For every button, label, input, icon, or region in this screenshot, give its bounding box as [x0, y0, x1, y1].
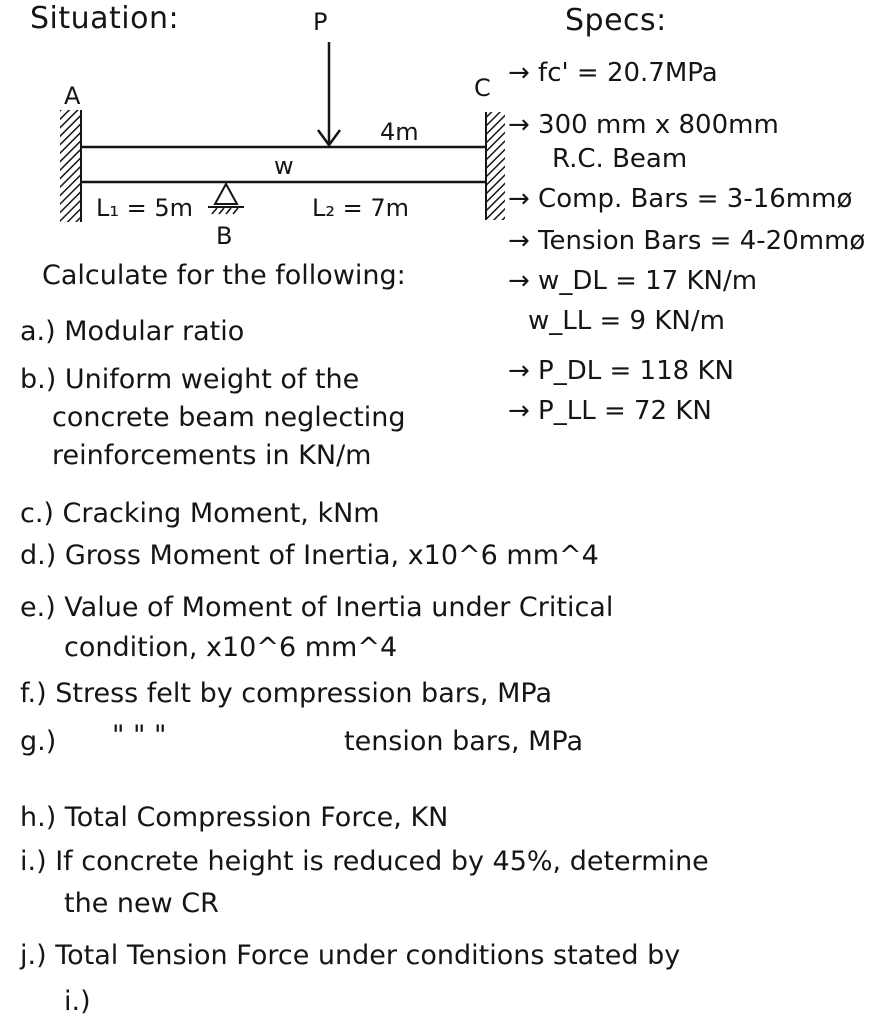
question-i-line1: i.) If concrete height is reduced by 45%, determine: [20, 846, 709, 877]
question-d: d.) Gross Moment of Inertia, x10^6 mm^4: [20, 540, 599, 571]
situation-heading: Situation:: [30, 1, 180, 36]
question-h: h.) Total Compression Force, KN: [20, 802, 449, 833]
question-e-line1: e.) Value of Moment of Inertia under Critical: [20, 592, 614, 623]
spec-w-ll: w_LL = 9 KN/m: [528, 306, 725, 336]
support-label-a: A: [64, 82, 81, 110]
question-j-line2: i.): [64, 986, 91, 1017]
specs-heading: Specs:: [565, 3, 667, 38]
question-a: a.) Modular ratio: [20, 316, 245, 347]
load-label-p: P: [313, 8, 328, 36]
fixed-support-a: [60, 110, 80, 222]
fixed-support-c: [487, 112, 505, 220]
question-j-line1: j.) Total Tension Force under conditions stated by: [20, 940, 681, 971]
span-l2-label: L₂ = 7m: [312, 194, 410, 222]
support-label-c: C: [474, 74, 491, 102]
spec-p-ll: → P_LL = 72 KN: [508, 396, 712, 426]
beam-load-label: w: [274, 152, 294, 180]
question-i-line2: the new CR: [64, 888, 219, 919]
point-load-arrow: [318, 42, 340, 145]
spec-p-dl: → P_DL = 118 KN: [508, 356, 734, 386]
spec-dimensions: → 300 mm x 800mm: [508, 110, 779, 140]
question-b-line3: reinforcements in KN/m: [52, 440, 372, 471]
span-load-length: 4m: [380, 118, 419, 146]
questions-intro: Calculate for the following:: [42, 260, 406, 291]
spec-w-dl: → w_DL = 17 KN/m: [508, 266, 758, 296]
question-b-line1: b.) Uniform weight of the: [20, 364, 360, 395]
question-g-label: g.): [20, 726, 57, 757]
span-l1-label: L₁ = 5m: [96, 194, 194, 222]
question-e-line2: condition, x10^6 mm^4: [64, 632, 398, 663]
question-f: f.) Stress felt by compression bars, MPa: [20, 678, 552, 709]
beam-diagram: [0, 0, 560, 260]
spec-tension-bars: → Tension Bars = 4-20mmø: [508, 226, 866, 256]
question-g-text: tension bars, MPa: [344, 726, 584, 757]
question-c: c.) Cracking Moment, kNm: [20, 498, 380, 529]
support-label-b: B: [216, 222, 233, 250]
pin-support-b: [208, 184, 244, 214]
spec-comp-bars: → Comp. Bars = 3-16mmø: [508, 184, 853, 214]
question-b-line2: concrete beam neglecting: [52, 402, 406, 433]
question-g-ditto: " " ": [112, 720, 167, 751]
spec-beam-type: R.C. Beam: [552, 144, 688, 174]
spec-fc: → fc' = 20.7MPa: [508, 58, 718, 88]
